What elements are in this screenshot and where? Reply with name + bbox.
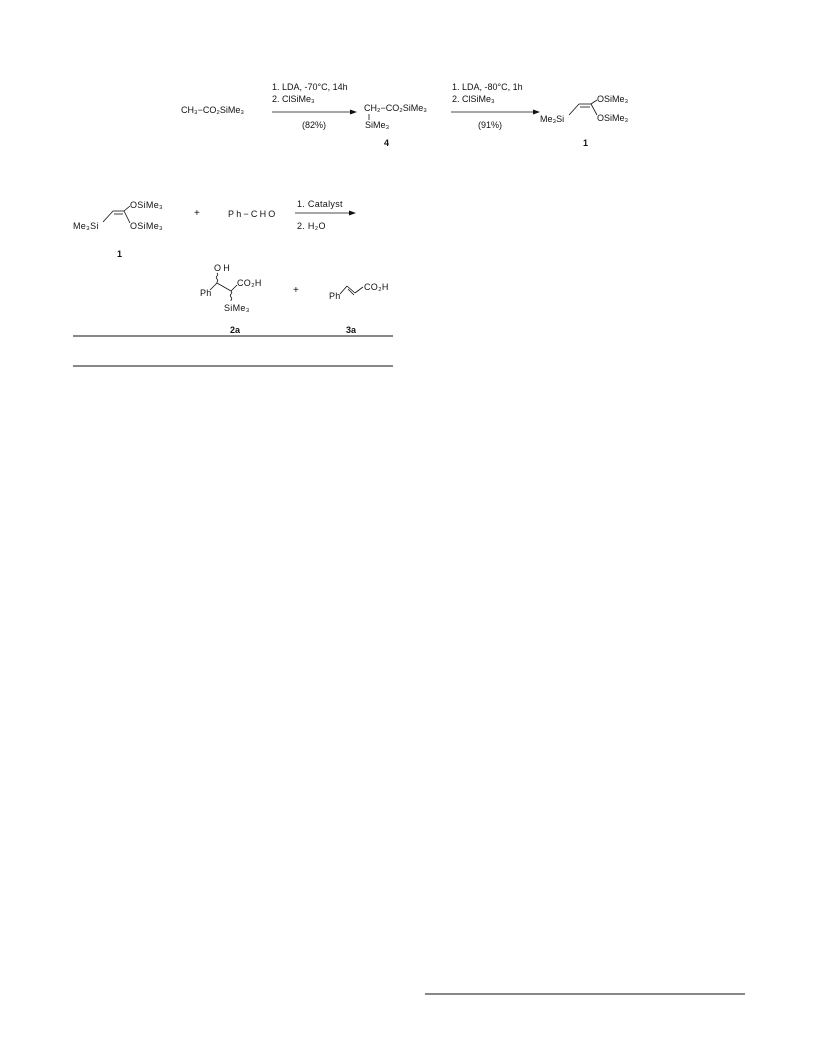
product-2a-phenyl: Ph: [200, 288, 212, 298]
scheme1-step2-yield: (91%): [478, 120, 503, 130]
product-3a-acid: CO₂H: [364, 282, 389, 292]
scheme1-reactant: CH₃−CO₂SiMe₃: [181, 105, 245, 115]
wavy-bond: [230, 291, 232, 301]
bond-line: [217, 283, 231, 291]
compound-4-substituent: SiMe₃: [365, 120, 390, 130]
bond-line: [340, 286, 347, 294]
double-bond-line: [348, 289, 354, 295]
reactant-1-osime3-bottom: OSiMe₃: [130, 221, 163, 231]
benzaldehyde-formula: Ph−CHO: [228, 209, 278, 219]
compound-4-label: 4: [384, 138, 390, 148]
product-3a-label: 3a: [346, 325, 357, 335]
compound-1-me3si: Me₃Si: [540, 114, 565, 124]
scheme1-step1-yield: (82%): [302, 120, 327, 130]
bond-line: [103, 211, 113, 222]
product-2a-label: 2a: [230, 325, 241, 335]
benzaldehyde: [228, 209, 277, 219]
scheme1-step2-condition-1: 1. LDA, -80°C, 1h: [452, 82, 523, 92]
reactant-1-me3si: Me₃Si: [73, 221, 99, 231]
plus-sign: +: [293, 285, 299, 296]
reactant-1-osime3-top: OSiMe₃: [130, 200, 163, 210]
arrowhead: [349, 211, 356, 216]
compound-1-label: 1: [583, 138, 589, 148]
product-2a-hydroxyl: OH: [214, 263, 232, 273]
product-3a-phenyl: Ph: [329, 291, 341, 301]
scheme1-step2-condition-2: 2. ClSiMe₃: [452, 94, 495, 104]
compound-1-osime3-top: OSiMe₃: [597, 94, 629, 104]
arrowhead: [533, 110, 540, 115]
product-2a-silyl: SiMe₃: [224, 303, 250, 313]
wavy-bond: [216, 273, 218, 283]
scheme1-step1-condition-1: 1. LDA, -70°C, 14h: [272, 82, 348, 92]
bond-line: [355, 287, 363, 293]
compound-4-formula: CH₂−CO₂SiMe₃: [364, 103, 427, 113]
condition-water: 2. H₂O: [297, 221, 326, 231]
condition-catalyst: 1. Catalyst: [297, 199, 343, 209]
reactant-1-label: 1: [117, 249, 123, 259]
scheme1-step1-condition-2: 2. ClSiMe₃: [272, 94, 315, 104]
compound-1-osime3-bottom: OSiMe₃: [597, 113, 629, 123]
double-bond-line: [347, 286, 355, 293]
arrowhead: [350, 110, 357, 115]
product-2a-acid: CO₂H: [237, 278, 262, 288]
bond-line: [569, 104, 579, 115]
plus-sign: +: [194, 208, 200, 219]
